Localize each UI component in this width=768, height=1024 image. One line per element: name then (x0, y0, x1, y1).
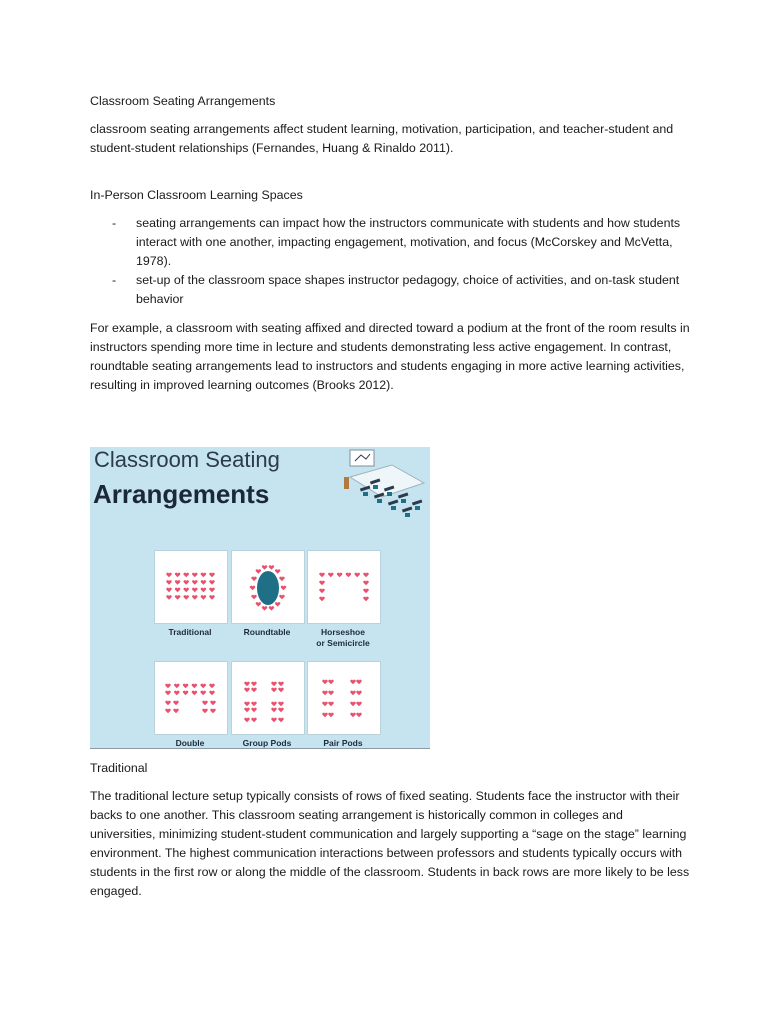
seat-icon (173, 709, 178, 713)
seat-icon (275, 569, 280, 573)
seat-icon (201, 573, 206, 577)
seat-icon (244, 682, 249, 686)
seat-icon (192, 595, 197, 599)
seat-icon (244, 718, 249, 722)
roundtable-seats (232, 551, 304, 623)
pair-pods-label: Pair Pods (323, 738, 363, 748)
seat-icon (328, 691, 333, 695)
seat-icon (251, 718, 256, 722)
seat-icon (356, 702, 361, 706)
seat-icon (202, 701, 207, 705)
seat-icon (271, 688, 276, 692)
seat-icon (350, 680, 355, 684)
seat-icon (165, 701, 170, 705)
seat-icon (328, 573, 333, 577)
classroom-illustration-icon (330, 447, 430, 532)
semicircle-label: or Semicircle (316, 638, 370, 648)
seat-icon (192, 684, 197, 688)
group-pods-label: Group Pods (242, 738, 292, 748)
pair-pods-card (307, 661, 381, 735)
seat-icon (350, 702, 355, 706)
seat-icon (322, 691, 327, 695)
seat-icon (356, 691, 361, 695)
seat-icon (350, 713, 355, 717)
seat-icon (271, 718, 276, 722)
seat-icon (184, 588, 189, 592)
seat-icon (251, 577, 256, 581)
seat-icon (328, 713, 333, 717)
seat-icon (201, 691, 206, 695)
seat-icon (350, 691, 355, 695)
seat-icon (269, 606, 274, 610)
traditional-card (154, 550, 228, 624)
seat-icon (262, 606, 267, 610)
seat-icon (262, 565, 267, 569)
figure-title-line1: Classroom Seating (94, 447, 280, 472)
horseshoe-seats (308, 551, 380, 623)
list-item: - seating arrangements can impact how the instructors communicate with students and how students interact with one another, impacting engagement, motivation, and focus (McCorskey and McVetta, 1978). (112, 216, 681, 268)
horseshoe-label: Horseshoe (321, 627, 365, 637)
traditional-section (90, 759, 690, 911)
seat-icon (251, 688, 256, 692)
seat-icon (174, 684, 179, 688)
seat-icon (184, 580, 189, 584)
seat-icon (328, 702, 333, 706)
seat-icon (166, 595, 171, 599)
seat-icon (166, 580, 171, 584)
seat-icon (192, 580, 197, 584)
seat-icon (322, 680, 327, 684)
list-item: - set-up of the classroom space shapes instructor pedagogy, choice of activities, and on-task student behavior (112, 273, 680, 306)
seat-icon (271, 702, 276, 706)
seat-icon (278, 688, 283, 692)
double-seats (155, 662, 227, 734)
seat-icon (165, 691, 170, 695)
seat-icon (175, 588, 180, 592)
bullet-list (90, 214, 690, 309)
traditional-heading: Traditional (90, 761, 148, 775)
seat-icon (279, 595, 284, 599)
seat-icon (175, 573, 180, 577)
seat-icon (165, 709, 170, 713)
seat-icon (328, 680, 333, 684)
traditional-label: Traditional (168, 627, 212, 637)
intro-paragraph: classroom seating arrangements affect student learning, motivation, participation, and teacher-student and student-student relationships (Fernandes, Huang & Rinaldo 2011). (90, 122, 674, 155)
seat-icon (363, 589, 368, 593)
seat-icon (281, 586, 286, 590)
seat-icon (337, 573, 342, 577)
seat-icon (209, 691, 214, 695)
figure-title-line2: Arrangements (93, 479, 270, 509)
seat-icon (363, 597, 368, 601)
seat-icon (192, 588, 197, 592)
seat-icon (275, 602, 280, 606)
seat-icon (269, 565, 274, 569)
seat-icon (244, 702, 249, 706)
seat-icon (346, 573, 351, 577)
horseshoe-card (307, 550, 381, 624)
seat-icon (322, 702, 327, 706)
double-card (154, 661, 228, 735)
seat-icon (251, 595, 256, 599)
seat-icon (166, 573, 171, 577)
seating-arrangements-figure (90, 447, 430, 749)
double-label: Double (175, 738, 205, 748)
seat-icon (363, 581, 368, 585)
seat-icon (210, 709, 215, 713)
seat-icon (201, 684, 206, 688)
seat-icon (184, 573, 189, 577)
seat-icon (202, 709, 207, 713)
seat-icon (319, 581, 324, 585)
traditional-seats (155, 551, 227, 623)
seat-icon (322, 713, 327, 717)
seat-icon (278, 702, 283, 706)
example-paragraph: For example, a classroom with seating affixed and directed toward a podium at the front of the room results in instructors spending more time in lecture and students demonstrating less active engagement. In contrast, roundtable seating arrangements lead to instructors and students engaging in more active learning activities, resulting in improved learning outcomes (Brooks 2012). (90, 321, 690, 392)
seat-icon (201, 580, 206, 584)
seat-icon (271, 682, 276, 686)
seat-icon (250, 586, 255, 590)
seat-icon (174, 691, 179, 695)
seat-icon (256, 602, 261, 606)
seat-icon (209, 573, 214, 577)
document-body (90, 92, 690, 405)
seat-icon (201, 588, 206, 592)
seat-icon (183, 684, 188, 688)
seat-icon (256, 569, 261, 573)
traditional-paragraph: The traditional lecture setup typically consists of rows of fixed seating. Students face the instructor with their backs to one another. This classroom seating arrangement is historically common in colleges and universities, minimizing student-student communication and largely supporting a “sage on the stage” learning environment. The highest communication interactions between professors and students typically occurs with students in the first row or along the middle of the classroom. Students in back rows are more likely to be less engaged. (90, 789, 690, 898)
seat-icon (319, 597, 324, 601)
roundtable-label: Roundtable (243, 627, 291, 637)
seat-icon (165, 684, 170, 688)
seat-icon (251, 682, 256, 686)
seat-icon (355, 573, 360, 577)
seat-icon (251, 702, 256, 706)
seat-icon (184, 595, 189, 599)
group-pods-card (231, 661, 305, 735)
seat-icon (319, 589, 324, 593)
section-heading: In-Person Classroom Learning Spaces (90, 188, 303, 202)
seat-icon (175, 595, 180, 599)
seat-icon (356, 713, 361, 717)
seat-icon (244, 688, 249, 692)
seat-icon (183, 691, 188, 695)
seat-icon (271, 708, 276, 712)
document-title: Classroom Seating Arrangements (90, 94, 276, 108)
seat-icon (244, 708, 249, 712)
roundtable-card (231, 550, 305, 624)
seat-icon (209, 595, 214, 599)
seat-icon (278, 718, 283, 722)
seat-icon (192, 573, 197, 577)
seat-icon (173, 701, 178, 705)
seat-icon (278, 708, 283, 712)
seat-icon (209, 588, 214, 592)
seat-icon (356, 680, 361, 684)
group-pods-seats (232, 662, 304, 734)
seat-icon (209, 580, 214, 584)
seat-icon (192, 691, 197, 695)
seat-icon (209, 684, 214, 688)
seat-icon (166, 588, 171, 592)
round-table-icon (257, 571, 279, 605)
seat-icon (175, 580, 180, 584)
seat-icon (201, 595, 206, 599)
seat-icon (251, 708, 256, 712)
seat-icon (210, 701, 215, 705)
seat-icon (319, 573, 324, 577)
seat-icon (279, 577, 284, 581)
seat-icon (278, 682, 283, 686)
pair-pods-seats (308, 662, 380, 734)
seat-icon (363, 573, 368, 577)
